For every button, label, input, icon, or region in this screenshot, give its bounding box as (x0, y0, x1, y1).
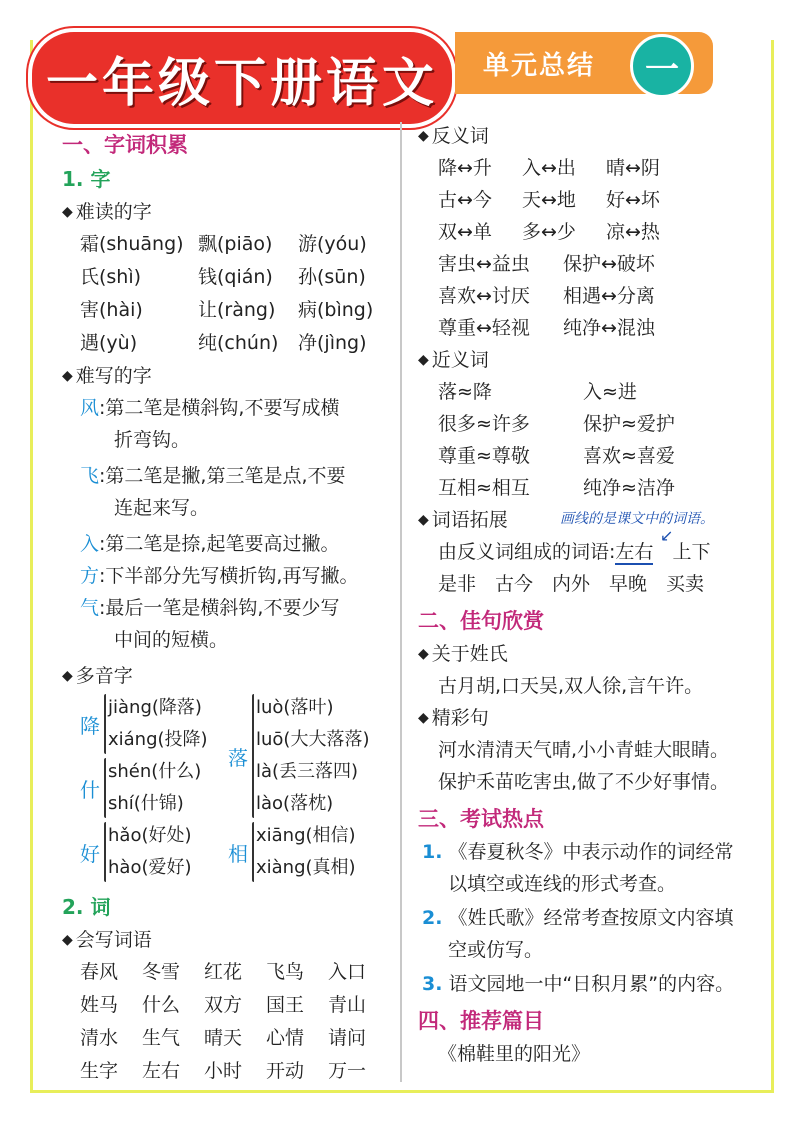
word: 国王 (266, 994, 305, 1016)
poly-reading: luò(落叶) (256, 697, 334, 718)
expand-suffix: 上下 (672, 541, 711, 563)
word: 生气 (142, 1027, 181, 1049)
synonym-pair: 尊重≈尊敬 (438, 445, 530, 467)
unit-label: 单元总结 (483, 50, 596, 81)
word: 红花 (204, 961, 243, 983)
poly-readings (108, 692, 208, 756)
section-heading: 一、字词积累 (62, 133, 188, 157)
brace (252, 694, 254, 818)
note-char: 入 (80, 533, 100, 555)
poly-reading: shén(什么) (108, 761, 202, 782)
poly-reading: xiáng(投降) (108, 729, 208, 750)
hard-read-item: 霜(shuāng) (80, 233, 184, 255)
hot-item (418, 968, 763, 1000)
poly-readings (108, 756, 201, 820)
poly-reading: shí(什锦) (108, 793, 184, 814)
topic-heading: ◆ 多音字 (62, 660, 392, 692)
hard-read-item: 孙(sūn) (298, 266, 366, 288)
brace (252, 822, 254, 882)
poly-reading: xiàng(真相) (256, 857, 356, 878)
poly-readings (108, 820, 192, 884)
antonym-pair: 降↔升 (438, 157, 492, 179)
word: 冬雪 (142, 961, 181, 983)
synonym-pair: 保护≈爱护 (583, 413, 675, 435)
word: 开动 (266, 1060, 305, 1082)
hard-write-note (62, 592, 392, 656)
word: 双方 (204, 994, 243, 1016)
note-text: :第二笔是撇,第三笔是点,不要 (99, 465, 346, 487)
synonym-pair: 纯净≈洁净 (583, 477, 675, 499)
expand-line: 是非 古今 内外 早晚 买卖 (438, 573, 705, 595)
word: 飞鸟 (266, 961, 305, 983)
antonym-pair: 保护↔破坏 (563, 253, 655, 275)
poly-char: 相 (228, 842, 248, 866)
poly-reading: xiāng(相信) (256, 825, 356, 846)
note-text: :第二笔是捺,起笔要高过撇。 (99, 533, 340, 555)
antonym-pair: 相遇↔分离 (563, 285, 655, 307)
note-text-cont: 折弯钩。 (114, 429, 191, 451)
hot-text: 语文园地一中“日积月累”的内容。 (448, 973, 735, 995)
antonym-pair: 天↔地 (522, 189, 576, 211)
note-text-cont: 中间的短横。 (114, 629, 229, 651)
hard-write-note (62, 560, 392, 592)
expand-line (418, 536, 763, 568)
antonym-pair: 尊重↔轻视 (438, 317, 530, 339)
poly-char: 落 (228, 746, 248, 770)
poly-reading: lào(落枕) (256, 793, 334, 814)
synonym-pair: 入≈进 (583, 381, 637, 403)
poly-char: 好 (80, 842, 100, 866)
subsection-heading: 1. 字 (62, 167, 111, 191)
hard-read-item: 病(bìng) (298, 299, 374, 321)
hot-number: 2. (422, 907, 443, 929)
note-char: 风 (80, 397, 100, 419)
hot-item (418, 902, 763, 966)
hot-number: 3. (422, 973, 443, 995)
poly-reading: jiàng(降落) (108, 697, 202, 718)
brace (104, 822, 106, 882)
word: 万一 (328, 1060, 367, 1082)
hard-read-item: 遇(yù) (80, 332, 138, 354)
expand-prefix: 由反义词组成的词语: (438, 541, 616, 563)
antonym-grid-2 (418, 248, 763, 344)
note-text-cont: 连起来写。 (114, 497, 210, 519)
hard-read-item: 飘(piāo) (198, 233, 273, 255)
topic-heading: ◆ 关于姓氏 (418, 638, 763, 670)
topic-heading: ◆ 难读的字 (62, 196, 392, 228)
hot-text: 《春夏秋冬》中表示动作的词经常 (448, 841, 734, 863)
hard-read-item: 让(ràng) (198, 299, 276, 321)
word: 什么 (142, 994, 181, 1016)
antonym-pair: 凉↔热 (606, 221, 660, 243)
topic-heading: ◆ 词语拓展 (418, 504, 763, 536)
antonym-pair: 古↔今 (438, 189, 492, 211)
antonym-pair: 害虫↔益虫 (438, 253, 530, 275)
hard-write-note (62, 528, 392, 560)
poly-reading: là(丢三落四) (256, 761, 359, 782)
word: 清水 (80, 1027, 119, 1049)
poly-reading: hào(爱好) (108, 857, 192, 878)
poly-reading: hǎo(好处) (108, 825, 192, 846)
note-text: :第二笔是横斜钩,不要写成横 (99, 397, 340, 419)
hot-text-cont: 空或仿写。 (448, 939, 544, 961)
antonym-pair: 晴↔阴 (606, 157, 660, 179)
word: 青山 (328, 994, 367, 1016)
underlined-word: 左右 (615, 541, 654, 563)
topic-heading: ◆ 近义词 (418, 344, 763, 376)
hard-write-note (62, 460, 392, 524)
word: 小时 (204, 1060, 243, 1082)
hot-text: 《姓氏歌》经常考查按原文内容填 (448, 907, 734, 929)
word: 晴天 (204, 1027, 243, 1049)
word: 左右 (142, 1060, 181, 1082)
synonym-grid (418, 376, 763, 504)
word: 请问 (328, 1027, 367, 1049)
topic-heading: ◆ 精彩句 (418, 702, 763, 734)
hard-read-item: 氏(shì) (80, 266, 142, 288)
word: 春风 (80, 961, 119, 983)
antonym-pair: 喜欢↔讨厌 (438, 285, 530, 307)
poly-readings (256, 820, 356, 884)
hard-read-item: 害(hài) (80, 299, 143, 321)
section-heading: 二、佳句欣赏 (418, 609, 544, 633)
surname-text: 古月胡,口天吴,双人徐,言午许。 (438, 675, 704, 697)
hard-write-note (62, 392, 392, 456)
right-column (418, 120, 763, 1070)
recommended-title: 《棉鞋里的阳光》 (438, 1043, 591, 1065)
note-text: :下半部分先写横折钩,再写撇。 (99, 565, 359, 587)
page-title: 一年级下册语文 (45, 53, 438, 114)
synonym-pair: 喜欢≈喜爱 (583, 445, 675, 467)
hot-text-cont: 以填空或连线的形式考查。 (448, 873, 677, 895)
note-text: :最后一笔是横斜钩,不要少写 (99, 597, 340, 619)
brace (104, 758, 106, 818)
word: 姓马 (80, 994, 119, 1016)
handwritten-arrow-icon: ↙ (660, 526, 674, 545)
word: 生字 (80, 1060, 119, 1082)
poly-char: 降 (80, 714, 100, 738)
topic-heading: ◆ 反义词 (418, 120, 763, 152)
subsection-heading: 2. 词 (62, 895, 111, 919)
polyphone-block (62, 692, 392, 884)
handwritten-note: 画线的是课文中的词语。 (560, 511, 714, 527)
antonym-pair: 纯净↔混浊 (563, 317, 655, 339)
hot-number: 1. (422, 841, 443, 863)
hot-item (418, 836, 763, 900)
antonym-pair: 多↔少 (522, 221, 576, 243)
poly-reading: luō(大大落落) (256, 729, 370, 750)
note-char: 飞 (80, 465, 100, 487)
synonym-pair: 互相≈相互 (438, 477, 530, 499)
hard-read-item: 钱(qián) (198, 266, 273, 288)
poly-char: 什 (80, 778, 100, 802)
hard-read-item: 净(jìng) (298, 332, 367, 354)
antonym-pair: 入↔出 (522, 157, 576, 179)
title-banner (28, 28, 456, 128)
left-column (62, 128, 392, 1088)
note-char: 方 (80, 565, 100, 587)
hard-read-item: 游(yóu) (298, 233, 367, 255)
hard-read-item: 纯(chún) (198, 332, 279, 354)
topic-heading: ◆ 会写词语 (62, 924, 392, 956)
hard-read-grid (62, 228, 392, 360)
section-heading: 四、推荐篇目 (418, 1009, 544, 1033)
sentence-line: 保护禾苗吃害虫,做了不少好事情。 (438, 771, 730, 793)
antonym-pair: 好↔坏 (606, 189, 660, 211)
topic-heading: ◆ 难写的字 (62, 360, 392, 392)
synonym-pair: 很多≈许多 (438, 413, 530, 435)
antonym-grid (418, 152, 763, 248)
brace (104, 694, 106, 754)
unit-number-badge: 一 (630, 34, 694, 98)
antonym-pair: 双↔单 (438, 221, 492, 243)
section-heading: 三、考试热点 (418, 807, 544, 831)
write-words-grid (62, 956, 392, 1088)
poly-readings (256, 692, 369, 820)
synonym-pair: 落≈降 (438, 381, 492, 403)
word: 入口 (328, 961, 367, 983)
word: 心情 (266, 1027, 305, 1049)
sentence-line: 河水清清天气晴,小小青蛙大眼睛。 (438, 739, 730, 761)
note-char: 气 (80, 597, 100, 619)
